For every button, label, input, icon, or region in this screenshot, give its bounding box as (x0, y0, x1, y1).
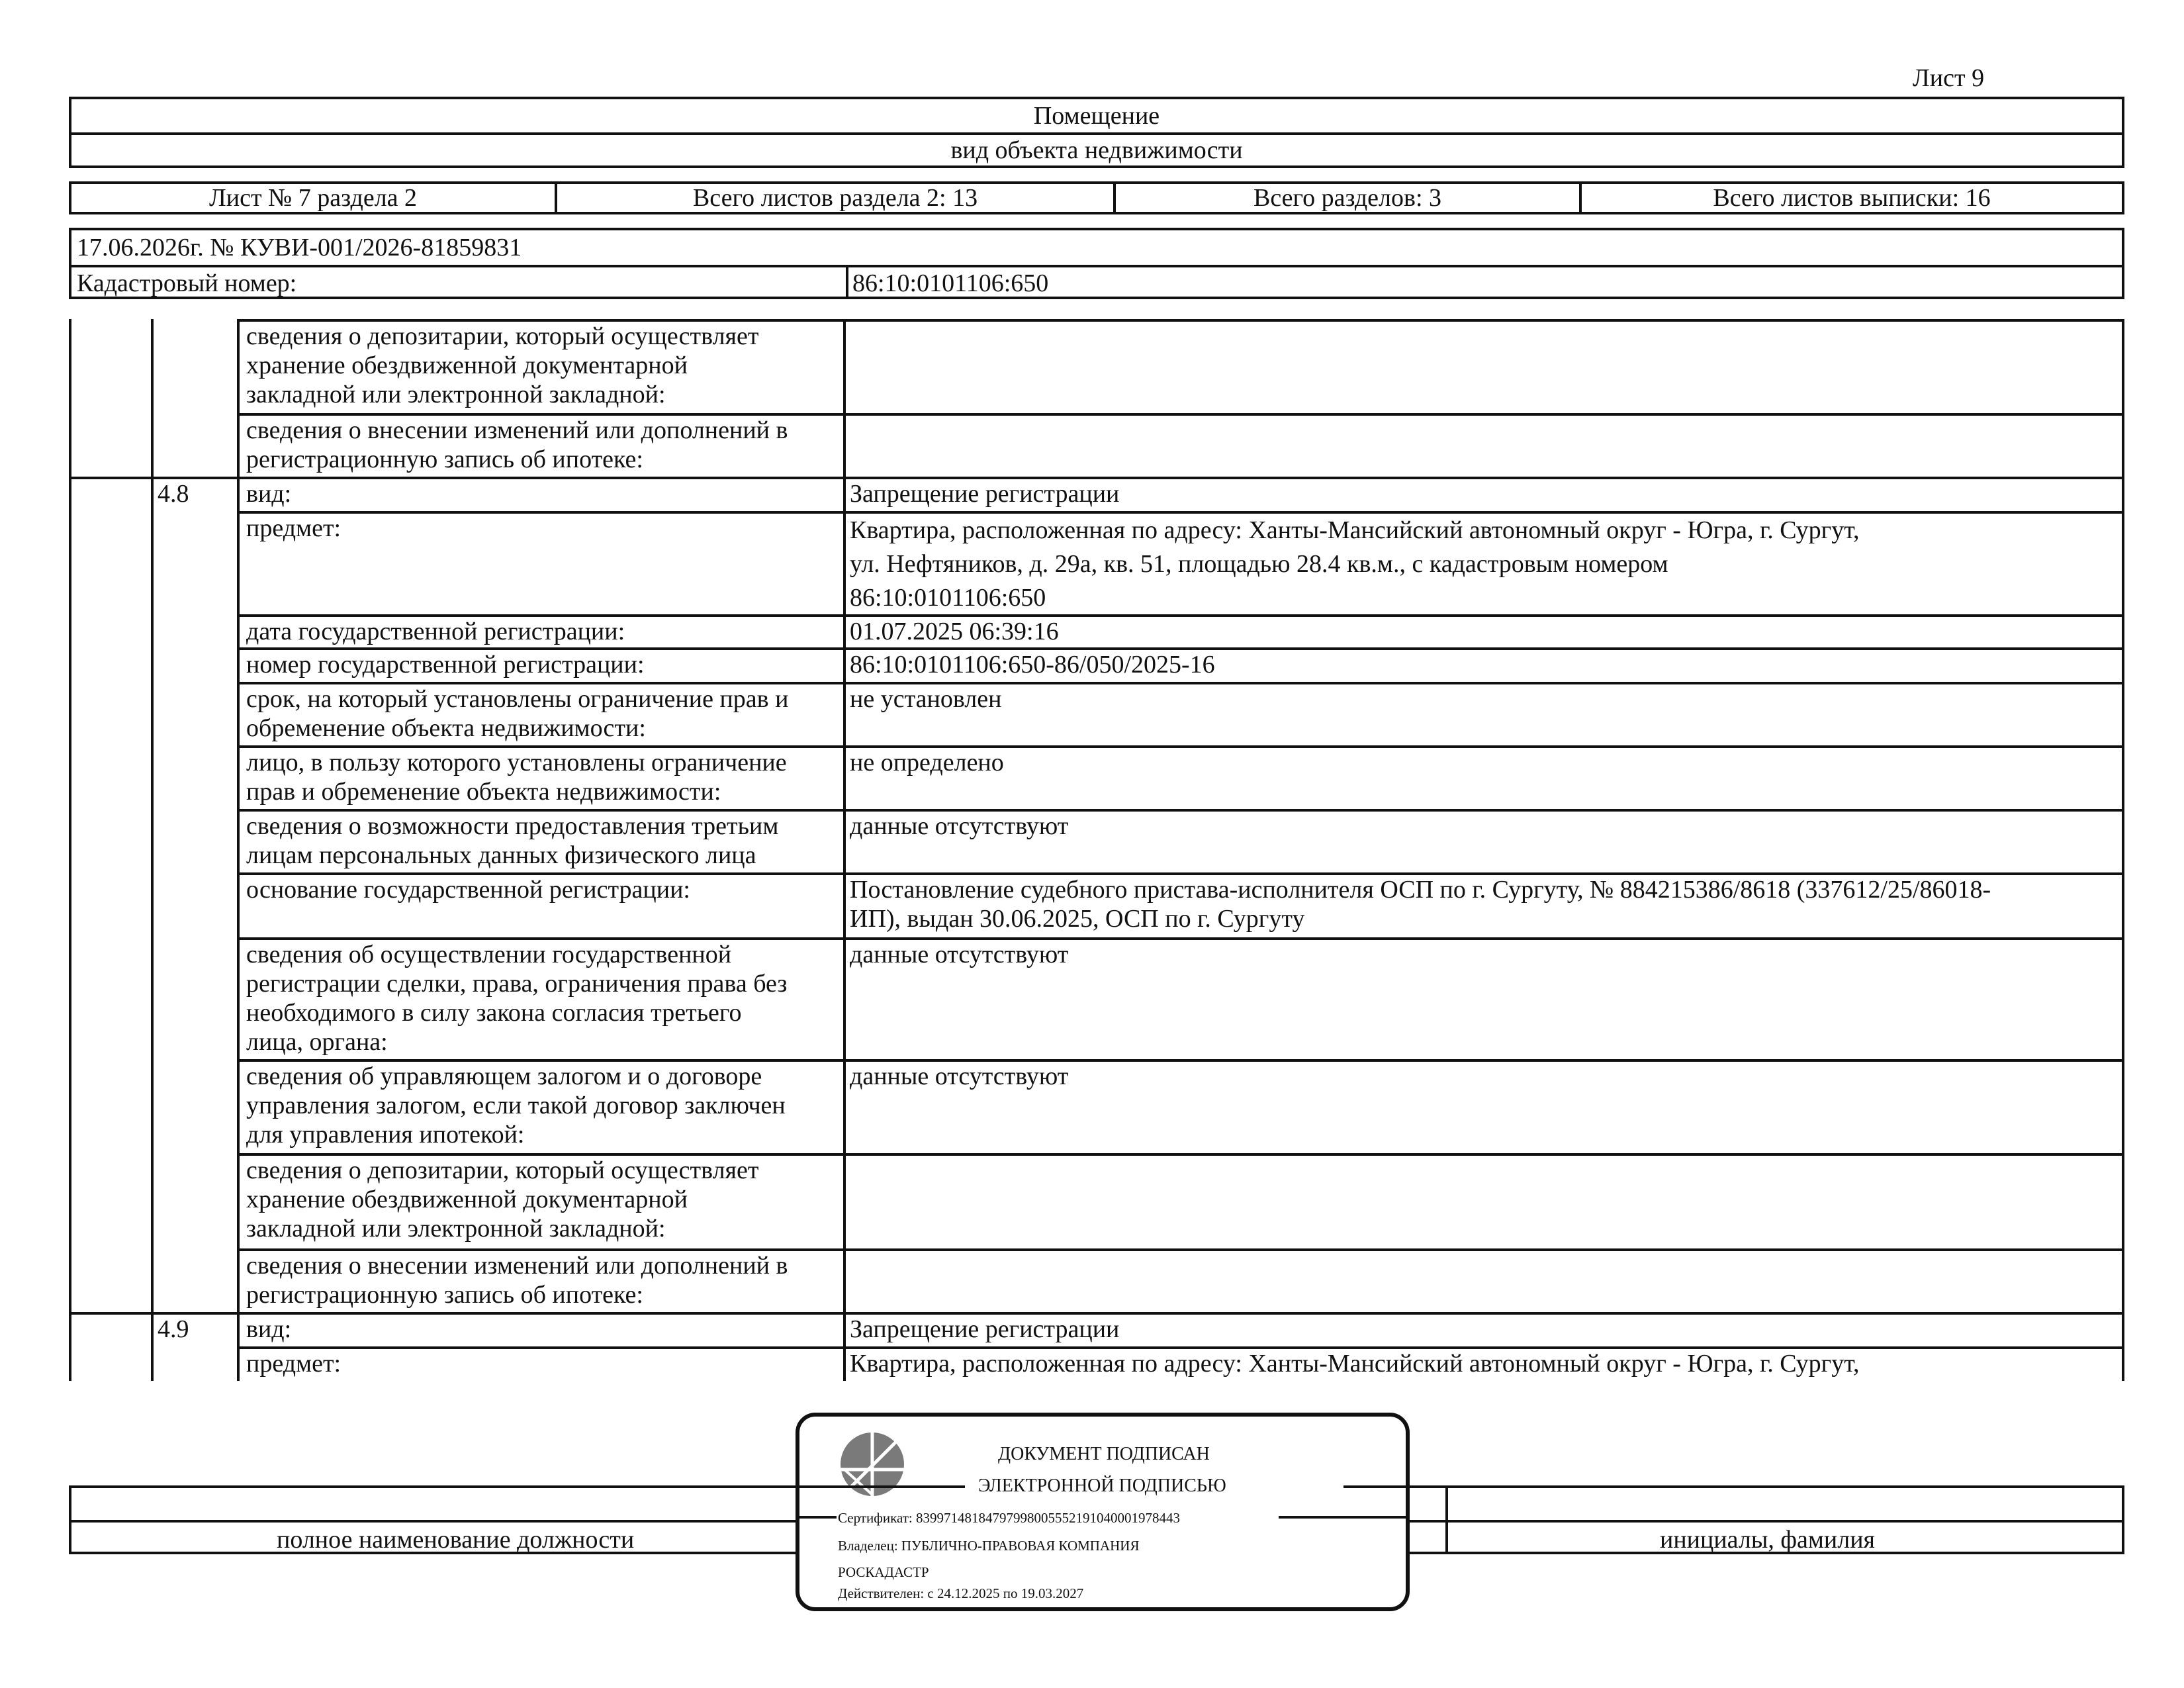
document-id-block (69, 228, 2124, 299)
object-type-header (69, 97, 2124, 168)
cadastral-label: Кадастровый номер: (77, 269, 297, 297)
row-label: срок, на который установлены ограничение прав и обременение объекта недвижимости: (246, 685, 789, 742)
row-value: данные отсутствуют (850, 941, 1069, 968)
row-label: сведения об осуществлении государственной регистрации сделки, права, ограничения права без необходимого в силу закона согласия третьего лица, органа: (246, 941, 788, 1056)
row-label: сведения о депозитарии, который осуществляет хранение обездвиженной документарной закладной или электронной закладной: (246, 1156, 759, 1243)
total-sections: Всего разделов: 3 (1116, 184, 1582, 212)
row-label: предмет: (246, 1350, 341, 1378)
row-label: вид: (246, 480, 292, 508)
total-sheets-section: Всего листов раздела 2: 13 (557, 184, 1116, 212)
sheet-number: Лист № 7 раздела 2 (71, 184, 557, 212)
total-sheets-extract: Всего листов выписки: 16 (1713, 184, 1991, 212)
row-label: основание государственной регистрации: (246, 876, 690, 904)
stamp-owner: Владелец: ПУБЛИЧНО-ПРАВОВАЯ КОМПАНИЯ (838, 1538, 1140, 1554)
entry-number: 4.9 (158, 1315, 189, 1343)
object-type: Помещение (71, 99, 2122, 135)
roskadastr-logo-icon (838, 1430, 907, 1499)
row-label: сведения об управляющем залогом и о договоре управления залогом, если такой договор заключен для управления ипотекой: (246, 1062, 786, 1149)
document-date-number: 17.06.2026г. № КУВИ-001/2026-81859831 (77, 234, 522, 261)
sheet-label: Лист 9 (1913, 64, 1985, 92)
object-type-caption: вид объекта недвижимости (950, 136, 1243, 164)
row-label: сведения о внесении изменений или дополнений в регистрационную запись об ипотеке: (246, 1252, 788, 1309)
row-label: дата государственной регистрации: (246, 618, 625, 645)
row-label: номер государственной регистрации: (246, 651, 645, 679)
row-value: 01.07.2025 06:39:16 (850, 618, 1059, 645)
row-value: не определено (850, 749, 1004, 776)
row-value: Постановление судебного пристава-исполнителя ОСП по г. Сургуту, № 884215386/8618 (337612/25/86018- ИП), выдан 30.06.2025, ОСП по г. Сургуту (850, 876, 1991, 933)
entry-number: 4.8 (158, 480, 189, 508)
electronic-signature-stamp (796, 1413, 1410, 1611)
stamp-validity: Действителен: с 24.12.2025 по 19.03.2027 (838, 1585, 1084, 1601)
row-label: предмет: (246, 514, 341, 542)
row-value: данные отсутствуют (850, 812, 1069, 840)
row-label: сведения о внесении изменений или дополнений в регистрационную запись об ипотеке: (246, 416, 788, 473)
row-value: Запрещение регистрации (850, 480, 1120, 508)
row-value: Квартира, расположенная по адресу: Ханты-Мансийский автономный округ - Югра, г. Сургут, (850, 1350, 1860, 1378)
stamp-owner-name: РОСКАДАСТР (838, 1564, 929, 1580)
row-value: данные отсутствуют (850, 1062, 1069, 1090)
name-caption: инициалы, фамилия (1660, 1526, 1876, 1554)
row-label: сведения о возможности предоставления третьим лицам персональных данных физического лица (246, 812, 779, 869)
row-label: вид: (246, 1315, 292, 1343)
stamp-title-line1: ДОКУМЕНТ ПОДПИСАН (998, 1444, 1210, 1464)
cadastral-value: 86:10:0101106:650 (852, 269, 1049, 297)
row-value: 86:10:0101106:650-86/050/2025-16 (850, 651, 1215, 679)
position-caption: полное наименование должности (277, 1526, 635, 1554)
row-value: не установлен (850, 685, 1002, 713)
row-value: Запрещение регистрации (850, 1315, 1120, 1343)
stamp-certificate: Сертификат: 83997148184797998005552191040001978443 (838, 1510, 1180, 1526)
row-value: Квартира, расположенная по адресу: Ханты-Мансийский автономный округ - Югра, г. Сургут, ул. Нефтяников, д. 29а, кв. 51, площадью 28.4 кв.м., с кадастровым номером 86:10:0101106:650 (850, 516, 1860, 612)
row-label: лицо, в пользу которого установлены ограничение прав и обременение объекта недвижимости: (246, 749, 787, 806)
row-label: сведения о депозитарии, который осуществляет хранение обездвиженной документарной закладной или электронной закладной: (246, 322, 759, 408)
sheet-info-row (69, 181, 2124, 214)
encumbrance-table (69, 319, 2124, 1381)
stamp-title-line2: ЭЛЕКТРОННОЙ ПОДПИСЬЮ (978, 1476, 1226, 1496)
